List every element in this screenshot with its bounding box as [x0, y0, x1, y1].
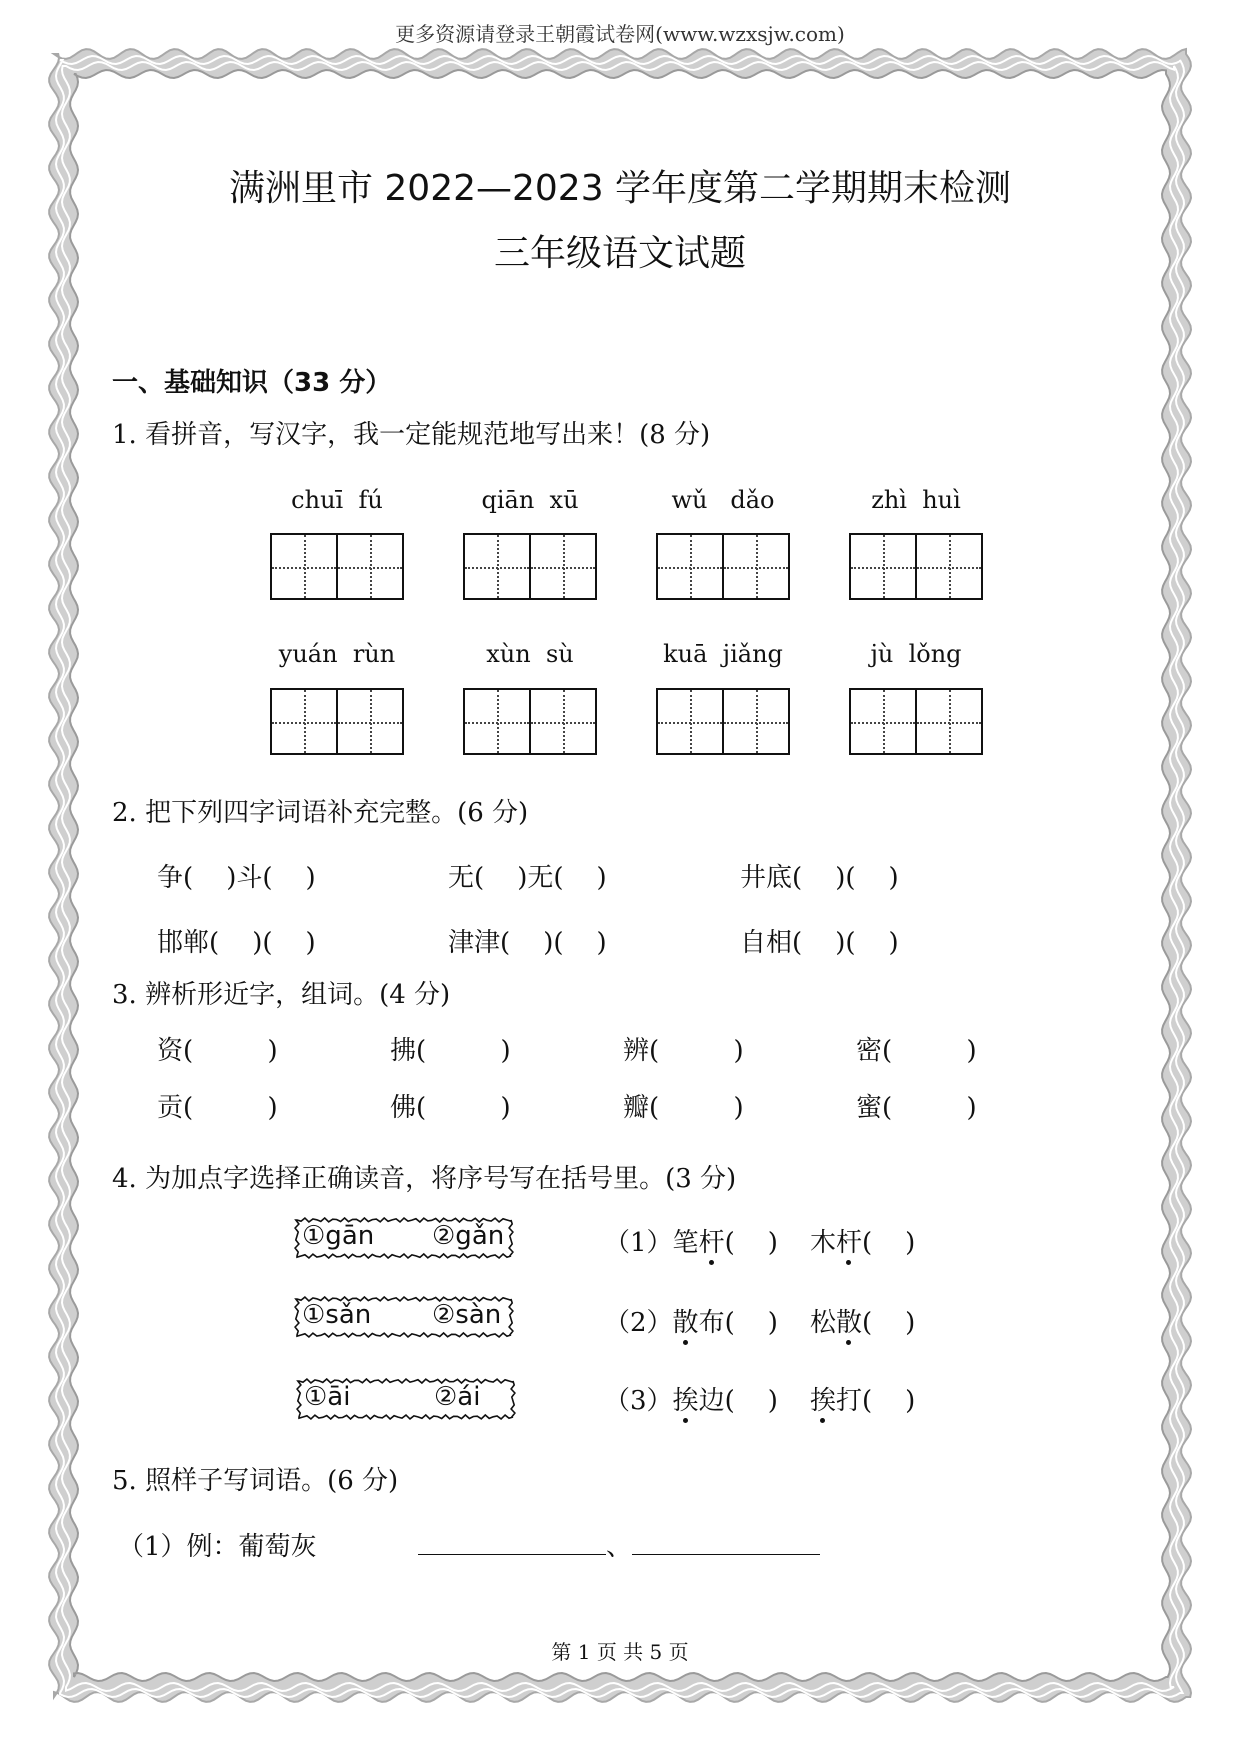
writing-grid[interactable]: [849, 533, 983, 599]
option-1: ①āi: [304, 1382, 351, 1412]
answer-parens[interactable]: ( ): [724, 1386, 778, 1416]
pronunciation-options-box: [296, 1378, 516, 1420]
question-4-item-1[interactable]: （1）笔杆( ) 木杆( ): [604, 1222, 915, 1259]
writing-grid[interactable]: [849, 688, 983, 754]
item-number: （1）: [604, 1228, 673, 1258]
pinyin-label: yuán rùn: [278, 640, 396, 668]
character-word-blank[interactable]: 资( ): [157, 1036, 278, 1066]
character-word-blank[interactable]: 佛( ): [390, 1093, 511, 1123]
question-2-prompt: 2. 把下列四字词语补充完整。(6 分): [112, 798, 529, 828]
pinyin-label: wǔ dǎo: [671, 486, 775, 514]
character-word-blank[interactable]: 拂( ): [390, 1036, 511, 1066]
idiom-blank[interactable]: 自相( )( ): [740, 928, 899, 958]
dotted-character: 挨: [810, 1380, 836, 1417]
dotted-character: 杆: [836, 1222, 862, 1259]
pinyin-label: xùn sù: [486, 640, 574, 668]
character-word-blank[interactable]: 蜜( ): [856, 1093, 977, 1123]
question-5-example: （1）例：葡萄灰: [118, 1532, 317, 1562]
answer-parens[interactable]: ( ): [724, 1308, 778, 1338]
idiom-blank[interactable]: 邯郸( )( ): [157, 928, 316, 958]
pronunciation-options-box: [294, 1217, 514, 1259]
option-2: ②ái: [434, 1382, 481, 1412]
item-number: （2）: [604, 1308, 673, 1338]
question-1-prompt: 1. 看拼音，写汉字，我一定能规范地写出来！(8 分): [112, 420, 711, 450]
answer-blank[interactable]: [418, 1528, 606, 1555]
writing-grid[interactable]: [463, 688, 597, 754]
idiom-blank[interactable]: 争( )斗( ): [157, 863, 316, 893]
pinyin-label: zhì huì: [871, 486, 961, 514]
pronunciation-options-box: [294, 1296, 514, 1338]
question-5-prompt: 5. 照样子写词语。(6 分): [112, 1466, 399, 1496]
exam-subtitle: 三年级语文试题: [493, 233, 746, 274]
answer-parens[interactable]: ( ): [724, 1228, 778, 1258]
character-word-blank[interactable]: 贡( ): [157, 1093, 278, 1123]
option-1: ①gān: [302, 1221, 375, 1251]
pinyin-label: chuī fú: [291, 486, 383, 514]
dotted-character: 杆: [699, 1222, 725, 1259]
question-4-prompt: 4. 为加点字选择正确读音，将序号写在括号里。(3 分): [112, 1164, 737, 1194]
question-3-prompt: 3. 辨析形近字，组词。(4 分): [112, 980, 451, 1010]
writing-grid[interactable]: [270, 533, 404, 599]
question-4-item-2[interactable]: （2）散布( ) 松散( ): [604, 1302, 915, 1339]
writing-grid[interactable]: [463, 533, 597, 599]
option-2: ②sàn: [432, 1300, 502, 1330]
question-5-answer-line[interactable]: [418, 1526, 820, 1563]
answer-parens[interactable]: ( ): [861, 1308, 916, 1338]
idiom-blank[interactable]: 井底( )( ): [740, 863, 899, 893]
writing-grid[interactable]: [656, 533, 790, 599]
answer-blank[interactable]: [632, 1528, 820, 1555]
question-4-item-3[interactable]: （3）挨边( ) 挨打( ): [604, 1380, 915, 1417]
separator: 、: [606, 1532, 633, 1562]
idiom-blank[interactable]: 无( )无( ): [448, 863, 607, 893]
idiom-blank[interactable]: 津津( )( ): [448, 928, 607, 958]
writing-grid[interactable]: [270, 688, 404, 754]
section-heading-basic-knowledge: 一、基础知识（33 分）: [112, 368, 392, 398]
character-word-blank[interactable]: 瓣( ): [623, 1093, 744, 1123]
character-word-blank[interactable]: 密( ): [856, 1036, 977, 1066]
dotted-character: 散: [673, 1302, 699, 1339]
writing-grid[interactable]: [656, 688, 790, 754]
watermark-text: 更多资源请登录王朝霞试卷网(www.wzxsjw.com): [395, 22, 845, 46]
character-word-blank[interactable]: 辨( ): [623, 1036, 744, 1066]
exam-title: 满洲里市 2022—2023 学年度第二学期期末检测: [228, 168, 1012, 209]
option-1: ①sǎn: [302, 1300, 372, 1330]
answer-parens[interactable]: ( ): [861, 1386, 916, 1416]
pinyin-label: qiān xū: [481, 486, 579, 514]
item-number: （3）: [604, 1386, 673, 1416]
option-2: ②gǎn: [432, 1221, 505, 1251]
page-number: 第 1 页 共 5 页: [551, 1640, 689, 1664]
pinyin-label: jù lǒng: [870, 640, 962, 668]
answer-parens[interactable]: ( ): [861, 1228, 916, 1258]
pinyin-label: kuā jiǎng: [663, 640, 783, 668]
dotted-character: 挨: [673, 1380, 699, 1417]
dotted-character: 散: [836, 1302, 862, 1339]
